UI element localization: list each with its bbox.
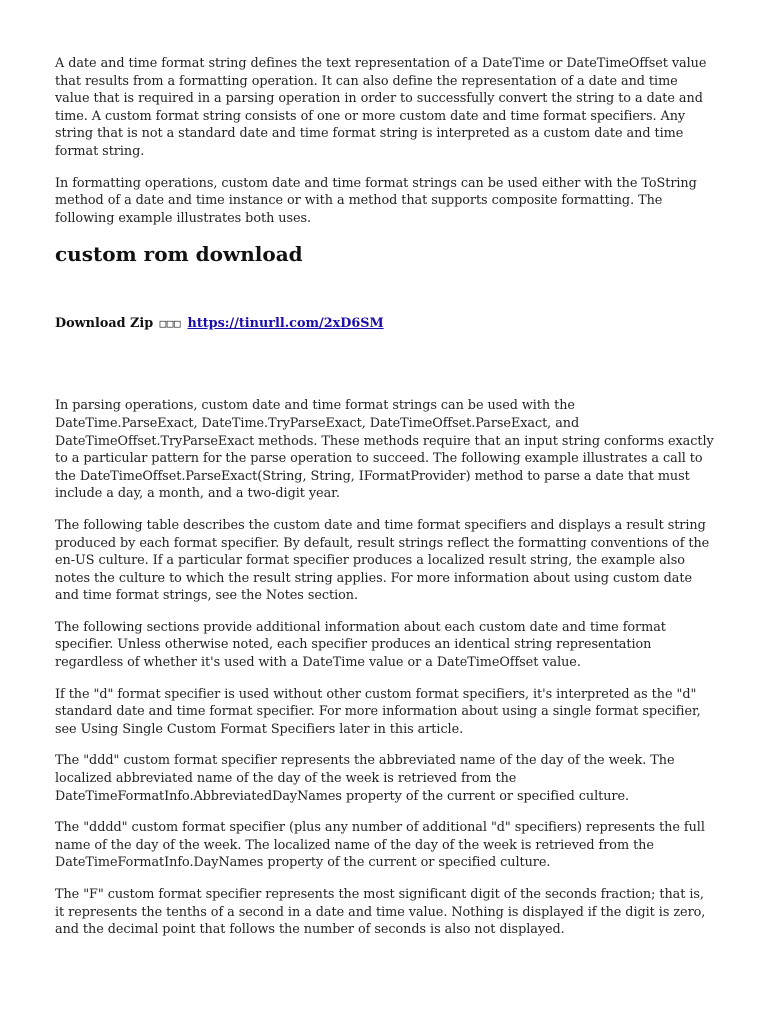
download-label: Download Zip — [55, 316, 154, 332]
spacer — [55, 332, 715, 397]
section-heading: custom rom download — [55, 242, 303, 267]
body-paragraph-6: The "dddd" custom format specifier (plus any number of additional "d" specifiers) represents the full name of the day of the week. The localized name of the day of the week is retrieved from the DateTimeFormatInfo.DayNames property of the current or specified culture. — [55, 820, 705, 871]
body-paragraph-7: The "F" custom format specifier represents the most significant digit of the seconds fraction; that is, it represents the tenths of a second in a date and time value. Nothing is displayed if the digit is zero, and the decimal point that follows the number of seconds is also not displayed. — [55, 887, 706, 938]
download-link[interactable]: https://tinurll.com/2xD6SM — [187, 316, 384, 332]
body-paragraph-3: The following sections provide additional information about each custom date and time format specifier. Unless otherwise noted, each specifier produces an identical string representation regardless of whether it's used with a DateTime value or a DateTimeOffset value. — [55, 619, 666, 671]
body-paragraph-2: The following table describes the custom date and time format specifiers and displays a result string produced by each format specifier. By default, result strings reflect the formatting conventions of the en-US culture. If a particular format specifier produces a localized result string, the example also notes the culture to which the result string applies. For more information about using custom date and time format strings, see the Notes section. — [55, 517, 710, 604]
body-paragraph-1: In parsing operations, custom date and time format strings can be used with the DateTime.ParseExact, DateTime.TryParseExact, DateTimeOffset.ParseExact, and DateTimeOffset.TryParseExact methods. These methods require that an input string conforms exactly to a particular pattern for the parse operation to succeed. The following example illustrates a call to the DateTimeOffset.ParseExact(String, String, IFormatProvider) method to parse a date that must include a day, a month, and a two-digit year. — [55, 398, 714, 502]
download-line — [55, 315, 715, 332]
body-paragraph-5: The "ddd" custom format specifier represents the abbreviated name of the day of the week. The localized abbreviated name of the day of the week is retrieved from the DateTimeFormatInfo.AbbreviatedDayNames property of the current or specified culture. — [55, 753, 675, 804]
body-paragraph-4: If the "d" format specifier is used without other custom format specifiers, it's interpreted as the "d" standard date and time format specifier. For more information about using a single format specifier, see Using Single Custom Format Specifiers later in this article. — [55, 686, 701, 737]
intro-paragraph-2: In formatting operations, custom date and time format strings can be used either with the ToString method of a date and time instance or with a method that supports composite formatting. The following example illustrates both uses. — [55, 175, 697, 226]
document-page — [55, 55, 715, 953]
arrow-glyphs-icon: □□□ — [159, 317, 182, 331]
intro-paragraph-1: A date and time format string defines the text representation of a DateTime or DateTimeOffset value that results from a formatting operation. It can also define the representation of a date and time value that is required in a parsing operation in order to successfully convert the string to a date and time. A custom format string consists of one or more custom date and time format specifiers. Any string that is not a standard date and time format string is interpreted as a custom date and time format string. — [55, 56, 707, 159]
